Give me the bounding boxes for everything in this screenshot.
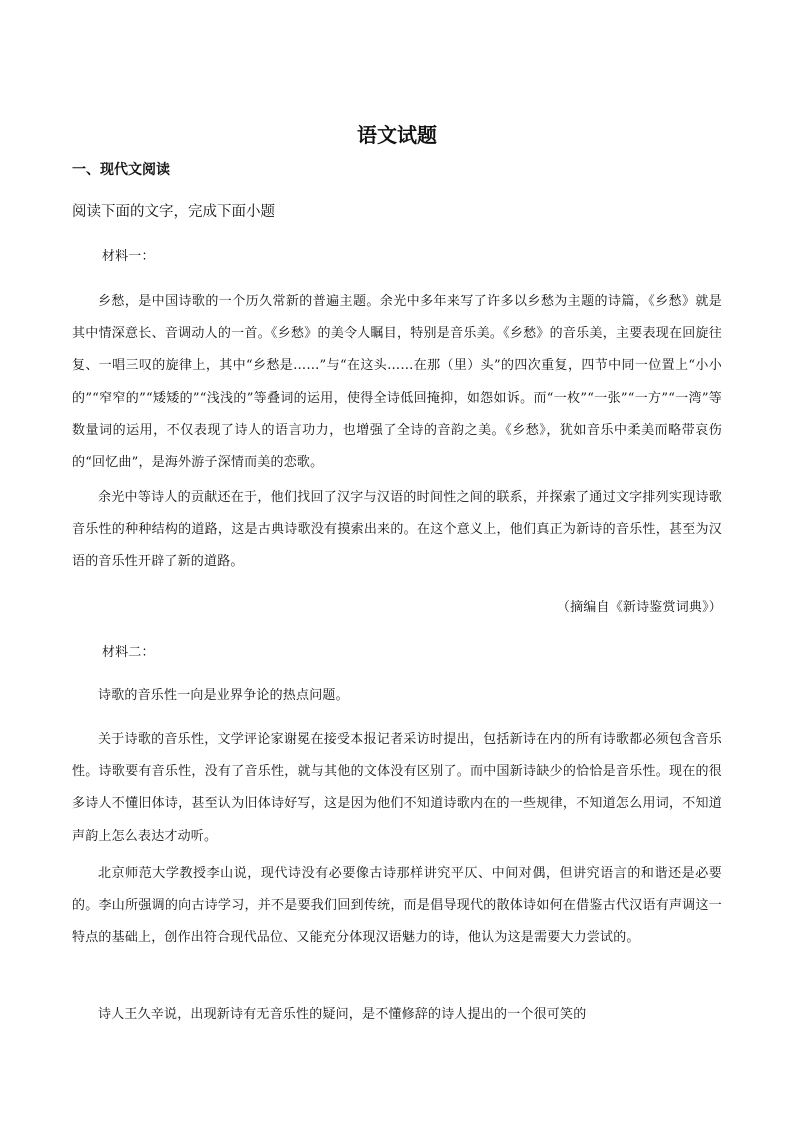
section-heading: 一、现代文阅读 bbox=[72, 162, 170, 178]
material-one-paragraph-1: 乡愁，是中国诗歌的一个历久常新的普遍主题。余光中多年来写了许多以乡愁为主题的诗篇，《乡愁》就是其中情深意长、音调动人的一首。《乡愁》的美令人瞩目，特别是音乐美。《乡愁》的音乐美，主要表现在回旋往复、一唱三叹的旋律上，其中“乡愁是……”与“在这头……在那（里）头”的四次重复，四节中同一位置上“小小的”“窄窄的”“矮矮的”“浅浅的”等叠词的运用，使得全诗低回掩抑，如怨如诉。而“一枚”“一张”“一方”“一湾”等数量词的运用，不仅表现了诗人的语言功力，也增强了全诗的音韵之美。《乡愁》，犹如音乐中柔美而略带哀伤的“回忆曲”，是海外游子深情而美的恋歌。 bbox=[72, 294, 722, 471]
material-two-paragraph-4: 诗人王久辛说，出现新诗有无音乐性的疑问，是不懂修辞的诗人提出的一个很可笑的 bbox=[98, 1007, 587, 1022]
page-title: 语文试题 bbox=[357, 123, 437, 147]
material-two-paragraph-1: 诗歌的音乐性一向是业界争论的热点问题。 bbox=[98, 688, 349, 703]
material-one-label: 材料一： bbox=[101, 249, 155, 264]
reading-instruction: 阅读下面的文字，完成下面小题 bbox=[72, 204, 275, 220]
material-one-source: （摘编自《新诗鉴赏词典》） bbox=[556, 600, 722, 615]
material-two-paragraph-2: 关于诗歌的音乐性，文学评论家谢冕在接受本报记者采访时提出，包括新诗在内的所有诗歌都必须包含音乐性。诗歌要有音乐性，没有了音乐性，就与其他的文体没有区别了。而中国新诗缺少的恰恰是音乐性。现在的很多诗人不懂旧体诗，甚至认为旧体诗好写，这是因为他们不知道诗歌内在的一些规律，不知道怎么用词，不知道声韵上怎么表达才动听。 bbox=[72, 732, 722, 844]
material-two-label: 材料二： bbox=[101, 645, 155, 660]
material-one-paragraph-2: 余光中等诗人的贡献还在于，他们找回了汉字与汉语的时间性之间的联系，并探索了通过文字排列实现诗歌音乐性的种种结构的道路，这是古典诗歌没有摸索出来的。在这个意义上，他们真正为新诗的音乐性，甚至为汉语的音乐性开辟了新的道路。 bbox=[72, 490, 722, 570]
material-two-paragraph-3: 北京师范大学教授李山说，现代诗没有必要像古诗那样讲究平仄、中间对偶，但讲究语言的和谐还是必要的。李山所强调的向古诗学习，并不是要我们回到传统，而是倡导现代的散体诗如何在借鉴古代汉语有声调这一特点的基础上，创作出符合现代品位、又能充分体现汉语魅力的诗，他认为这是需要大力尝试的。 bbox=[72, 866, 722, 946]
